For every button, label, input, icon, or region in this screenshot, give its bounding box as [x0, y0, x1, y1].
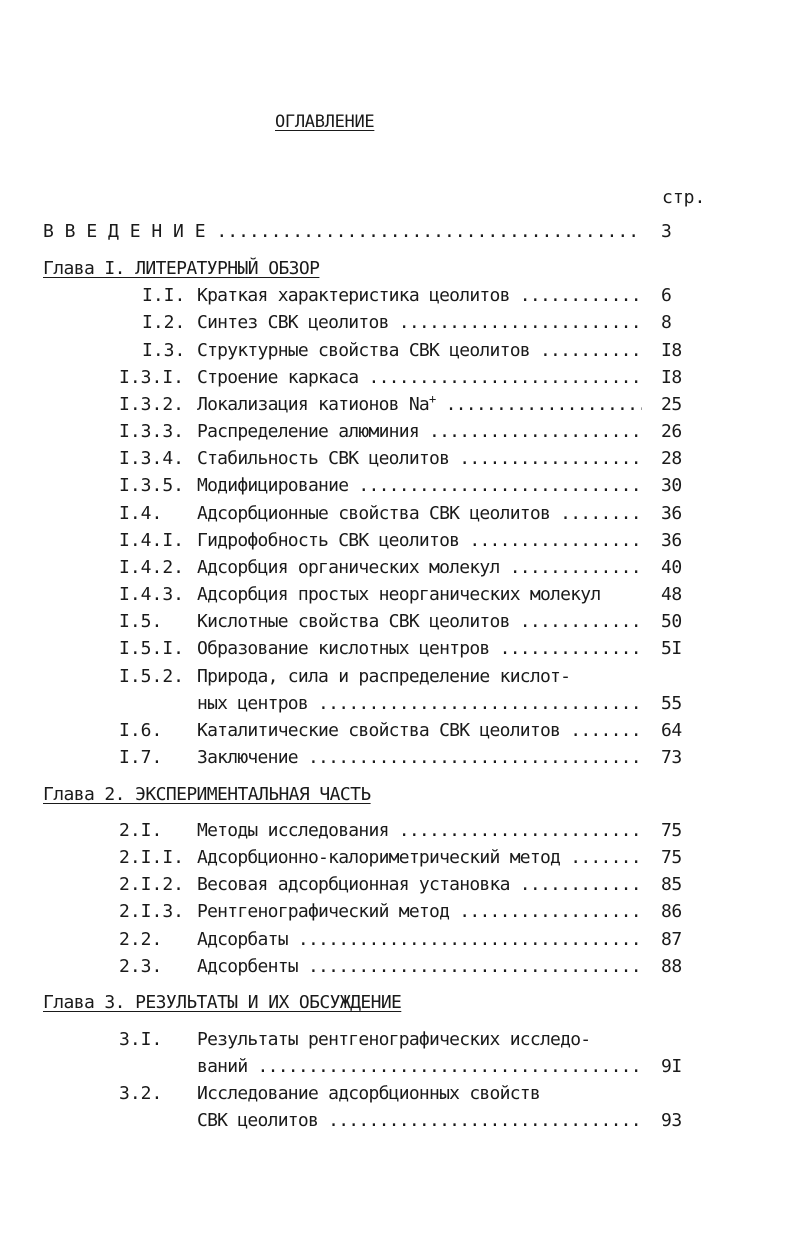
- entry-number: I.5.2.: [119, 666, 185, 687]
- entry-page: 50: [661, 611, 682, 632]
- entry-title-continuation: ваний .....: [197, 1055, 642, 1079]
- entry-number: 2.3.: [119, 956, 163, 977]
- page-title: ОГЛАВЛЕНИЕ: [275, 112, 375, 132]
- toc-intro-page: 3: [661, 221, 672, 242]
- entry-number: I.5.I.: [119, 638, 185, 659]
- entry-page: 36: [661, 503, 682, 524]
- entry-page: 9I: [661, 1056, 682, 1077]
- entry-page: 75: [661, 820, 682, 841]
- page-column-label: стр.: [662, 187, 706, 208]
- entry-title: Краткая характеристика цеолитов .....: [197, 284, 642, 308]
- entry-page: I8: [661, 367, 682, 388]
- entry-number: 3.2.: [119, 1083, 163, 1104]
- entry-page: 85: [661, 874, 682, 895]
- entry-number: I.3.: [142, 340, 186, 361]
- entry-number: I.4.2.: [119, 557, 185, 578]
- entry-page: 88: [661, 956, 682, 977]
- entry-title: Методы исследования .....: [197, 819, 642, 843]
- entry-number: I.4.3.: [119, 584, 185, 605]
- entry-title: Природа, сила и распределение кислот-: [197, 666, 571, 687]
- entry-title: Образование кислотных центров .....: [197, 637, 642, 661]
- entry-page: 64: [661, 720, 682, 741]
- entry-number: I.6.: [119, 720, 163, 741]
- entry-page: 5I: [661, 638, 682, 659]
- entry-number: 2.2.: [119, 929, 163, 950]
- entry-page: 48: [661, 584, 682, 605]
- entry-title: Заключение .....: [197, 746, 642, 770]
- entry-page: 30: [661, 475, 682, 496]
- entry-title: Модифицирование .....: [197, 474, 642, 498]
- entry-page: 73: [661, 747, 682, 768]
- entry-number: 2.I.I.: [119, 847, 185, 868]
- entry-title: Результаты рентгенографических исследо-: [197, 1029, 591, 1050]
- entry-number: I.3.2.: [119, 394, 185, 415]
- entry-page: 26: [661, 421, 682, 442]
- entry-title: Стабильность СВК цеолитов .....: [197, 447, 642, 471]
- entry-title: Исследование адсорбционных свойств: [197, 1083, 540, 1104]
- entry-number: I.3.4.: [119, 448, 185, 469]
- entry-title: Структурные свойства СВК цеолитов .....: [197, 339, 642, 363]
- entry-page: 25: [661, 394, 682, 415]
- entry-title: Адсорбция простых неорганических молекул: [197, 584, 601, 605]
- entry-title: Кислотные свойства СВК цеолитов .....: [197, 610, 642, 634]
- entry-title: Адсорбаты .....: [197, 928, 642, 952]
- entry-number: I.7.: [119, 747, 163, 768]
- entry-number: 2.I.: [119, 820, 163, 841]
- entry-page: 36: [661, 530, 682, 551]
- entry-page: 87: [661, 929, 682, 950]
- entry-page: 86: [661, 901, 682, 922]
- entry-title: Адсорбционно-калориметрический метод .....: [197, 846, 642, 870]
- entry-title: Распределение алюминия .....: [197, 420, 642, 444]
- entry-number: I.4.: [119, 503, 163, 524]
- chapter-heading-3: Глава 3. РЕЗУЛЬТАТЫ И ИХ ОБСУЖДЕНИЕ: [43, 992, 402, 1013]
- entry-page: I8: [661, 340, 682, 361]
- toc-intro-label: В В Е Д Е Н И Е: [43, 221, 206, 242]
- entry-title: Рентгенографический метод .....: [197, 900, 642, 924]
- entry-title: Адсорбенты .....: [197, 955, 642, 979]
- entry-page: 55: [661, 693, 682, 714]
- entry-page: 8: [661, 312, 672, 333]
- entry-page: 28: [661, 448, 682, 469]
- entry-number: I.I.: [142, 285, 186, 306]
- entry-title-continuation: ных центров .....: [197, 692, 642, 716]
- entry-title: Строение каркаса .....: [197, 366, 642, 390]
- entry-number: 2.I.2.: [119, 874, 185, 895]
- entry-title: Синтез СВК цеолитов .....: [197, 311, 642, 335]
- chapter-heading-2: Глава 2. ЭКСПЕРИМЕНТАЛЬНАЯ ЧАСТЬ: [43, 784, 371, 805]
- entry-title: Каталитические свойства СВК цеолитов .....: [197, 719, 642, 743]
- entry-page: 6: [661, 285, 672, 306]
- entry-number: 3.I.: [119, 1029, 163, 1050]
- entry-title: Локализация катионов Na+ .....: [197, 393, 642, 417]
- entry-number: I.3.I.: [119, 367, 185, 388]
- entry-number: I.5.: [119, 611, 163, 632]
- leader-dots: [206, 221, 643, 242]
- entry-number: 2.I.3.: [119, 901, 185, 922]
- superscript-plus: +: [429, 393, 436, 406]
- toc-intro-row: [43, 220, 643, 244]
- entry-number: I.2.: [142, 312, 186, 333]
- entry-number: I.4.I.: [119, 530, 185, 551]
- entry-page: 40: [661, 557, 682, 578]
- entry-number: I.3.3.: [119, 421, 185, 442]
- chapter-heading-1: Глава I. ЛИТЕРАТУРНЫЙ ОБЗОР: [43, 258, 320, 279]
- entry-page: 75: [661, 847, 682, 868]
- entry-title-continuation: СВК цеолитов .....: [197, 1109, 642, 1133]
- entry-number: I.3.5.: [119, 475, 185, 496]
- entry-title: Адсорбция органических молекул .....: [197, 556, 642, 580]
- entry-title: Адсорбционные свойства СВК цеолитов .....: [197, 502, 642, 526]
- entry-title: Весовая адсорбционная установка .....: [197, 873, 642, 897]
- entry-page: 93: [661, 1110, 682, 1131]
- entry-title: Гидрофобность СВК цеолитов .....: [197, 529, 642, 553]
